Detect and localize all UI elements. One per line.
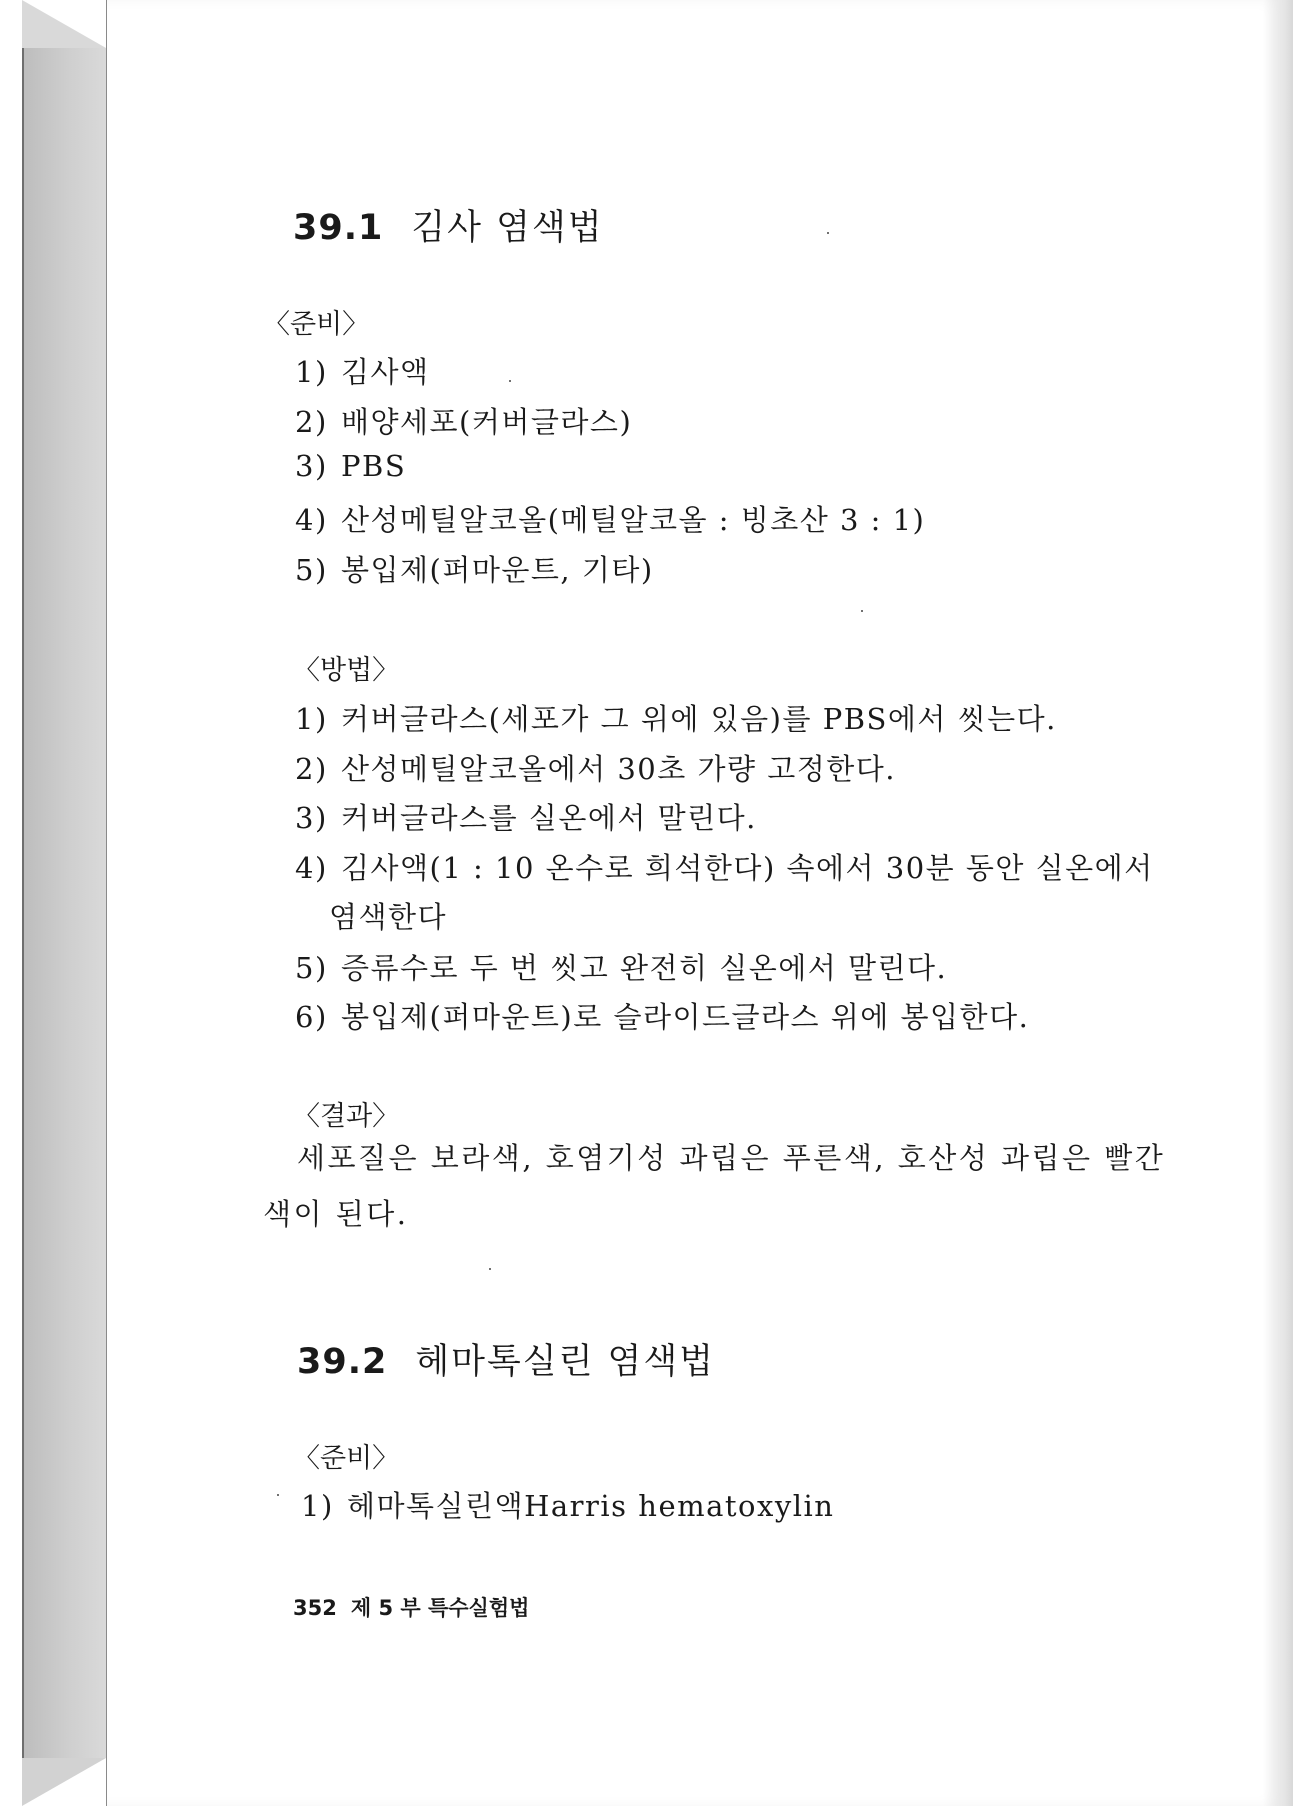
list-item: 4) 김사액(1 : 10 온수로 희석한다) 속에서 30분 동안 실온에서 <box>295 851 1154 885</box>
book-page <box>106 0 1293 1806</box>
scan-speck <box>509 380 511 382</box>
list-item: 3) 커버글라스를 실온에서 말린다. <box>295 801 757 835</box>
page-footer <box>293 1592 529 1622</box>
method-heading: 〈방법〉 <box>293 655 400 686</box>
result-heading: 〈결과〉 <box>293 1101 400 1132</box>
scan-speck <box>827 232 829 234</box>
list-item: 1) 헤마톡실린액Harris hematoxylin <box>301 1489 835 1523</box>
list-item: 6) 봉입제(퍼마운트)로 슬라이드글라스 위에 봉입한다. <box>295 1000 1030 1034</box>
part-title: 제 5 부 특수실험법 <box>350 1596 530 1620</box>
list-item: 4) 산성메틸알코올(메틸알코올 : 빙초산 3 : 1) <box>295 503 926 537</box>
list-item: 5) 증류수로 두 번 씻고 완전히 실온에서 말린다. <box>295 951 948 985</box>
list-item: 1) 커버글라스(세포가 그 위에 있음)를 PBS에서 씻는다. <box>295 702 1057 736</box>
list-item-continuation: 염색한다 <box>329 900 448 934</box>
book-spine-bottom <box>22 1758 106 1806</box>
scan-speck <box>861 610 863 612</box>
section-title: 김사 염색법 <box>411 208 604 248</box>
section-title: 헤마톡실린 염색법 <box>415 1342 715 1382</box>
prep-heading: 〈준비〉 <box>263 309 370 340</box>
list-item: 5) 봉입제(퍼마운트, 기타) <box>295 553 654 587</box>
page-curl-shadow <box>1263 0 1293 1806</box>
scan-speck <box>277 1494 279 1496</box>
section-number: 39.2 <box>297 1342 388 1382</box>
section-number: 39.1 <box>293 208 384 248</box>
book-spine-edge <box>22 48 108 1758</box>
list-item: 2) 산성메틸알코올에서 30초 가량 고정한다. <box>295 752 896 786</box>
prep-heading: 〈준비〉 <box>293 1443 400 1474</box>
page-number: 352 <box>293 1596 337 1620</box>
list-item: 3) PBS <box>295 449 407 483</box>
section-heading-39-2 <box>297 1334 715 1384</box>
scan-speck <box>489 1268 491 1270</box>
book-spine-top <box>22 0 106 48</box>
result-paragraph: 세포질은 보라색, 호염기성 과립은 푸른색, 호산성 과립은 빨간색이 된다. <box>263 1141 1166 1231</box>
list-item: 2) 배양세포(커버글라스) <box>295 405 633 439</box>
list-item: 1) 김사액 <box>295 355 430 389</box>
section-heading-39-1 <box>293 200 604 250</box>
